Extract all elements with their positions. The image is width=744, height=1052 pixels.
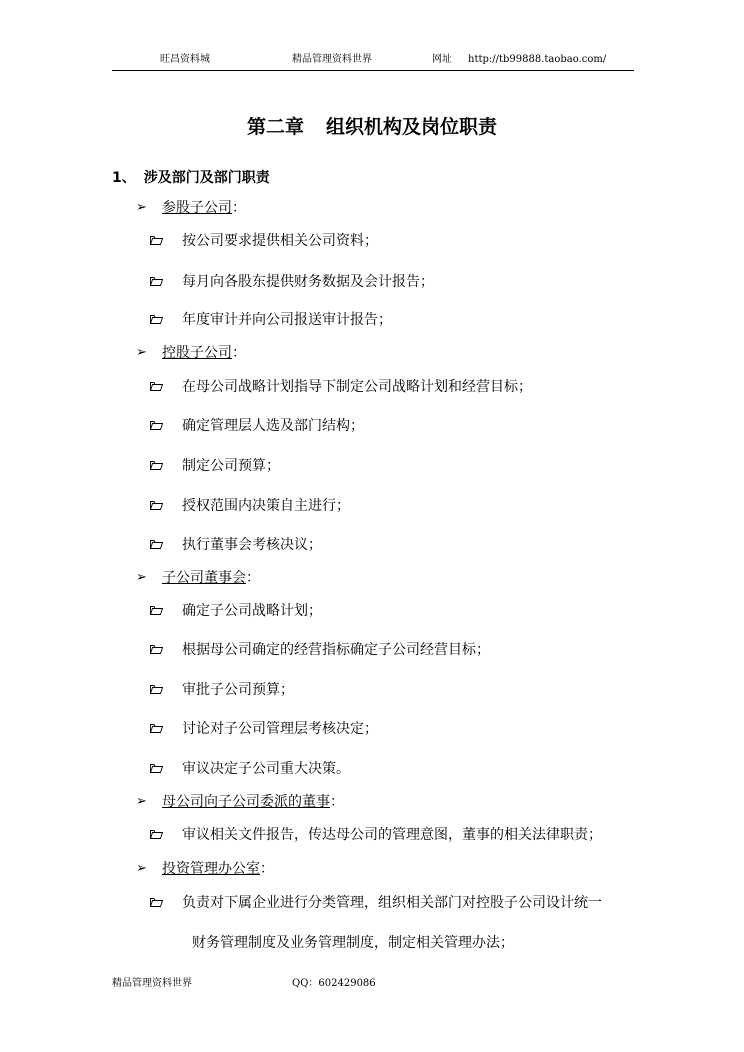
- list-item: 每月向各股东提供财务数据及会计报告；: [182, 274, 434, 290]
- list-item: 年度审计并向公司报送审计报告；: [182, 312, 392, 328]
- group-title: 参股子公司：: [162, 200, 246, 216]
- section-number: 1、: [112, 170, 136, 186]
- list-item-continuation: 财务管理制度及业务管理制度，制定相关管理办法；: [192, 935, 514, 951]
- arrow-bullet-icon: ➢: [136, 861, 147, 876]
- header-site-name: 精品管理资料世界: [292, 54, 372, 65]
- folder-bullet-icon: [150, 277, 163, 286]
- section-heading: [112, 167, 270, 189]
- folder-bullet-icon: [150, 645, 163, 654]
- list-item: 执行董事会考核决议；: [182, 537, 322, 553]
- folder-bullet-icon: [150, 898, 163, 907]
- list-item: 讨论对子公司管理层考核决定；: [182, 721, 378, 737]
- folder-bullet-icon: [150, 501, 163, 510]
- list-item: 制定公司预算；: [182, 458, 280, 474]
- arrow-bullet-icon: ➢: [136, 570, 147, 585]
- folder-bullet-icon: [150, 421, 163, 430]
- footer-qq: QQ：602429086: [292, 978, 376, 989]
- folder-bullet-icon: [150, 606, 163, 615]
- list-item: 授权范围内决策自主进行；: [182, 498, 350, 514]
- folder-bullet-icon: [150, 764, 163, 773]
- folder-bullet-icon: [150, 540, 163, 549]
- folder-bullet-icon: [150, 315, 163, 324]
- folder-bullet-icon: [150, 461, 163, 470]
- group-title: 母公司向子公司委派的董事：: [162, 794, 344, 810]
- list-item: 审议相关文件报告，传达母公司的管理意图，董事的相关法律职责；: [182, 827, 602, 843]
- list-item: 确定子公司战略计划；: [182, 603, 322, 619]
- section-title: 涉及部门及部门职责: [143, 170, 270, 186]
- chapter-title: [0, 114, 744, 140]
- chapter-heading: 组织机构及岗位职责: [326, 116, 498, 138]
- group-title: 投资管理办公室：: [162, 861, 274, 877]
- list-item: 按公司要求提供相关公司资料；: [182, 233, 378, 249]
- group-title: 控股子公司：: [162, 345, 246, 361]
- list-item: 审议决定子公司重大决策。: [182, 761, 350, 777]
- footer-site-name: 精品管理资料世界: [112, 978, 192, 989]
- header-shop-name: 旺昌资料城: [160, 54, 210, 65]
- folder-bullet-icon: [150, 382, 163, 391]
- chapter-number: 第二章: [246, 116, 304, 138]
- list-item: 审批子公司预算；: [182, 682, 294, 698]
- page-header: [112, 52, 634, 71]
- list-item: 确定管理层人选及部门结构；: [182, 418, 364, 434]
- list-item: 根据母公司确定的经营指标确定子公司经营目标；: [182, 642, 490, 658]
- header-url: http://tb99888.taobao.com/: [468, 54, 607, 65]
- arrow-bullet-icon: ➢: [136, 200, 147, 215]
- list-item: 负责对下属企业进行分类管理，组织相关部门对控股子公司设计统一: [182, 895, 602, 911]
- group-title: 子公司董事会：: [162, 570, 260, 586]
- list-item: 在母公司战略计划指导下制定公司战略计划和经营目标；: [182, 379, 532, 395]
- header-url-label: 网址: [432, 54, 452, 65]
- folder-bullet-icon: [150, 724, 163, 733]
- arrow-bullet-icon: ➢: [136, 345, 147, 360]
- arrow-bullet-icon: ➢: [136, 794, 147, 809]
- folder-bullet-icon: [150, 830, 163, 839]
- folder-bullet-icon: [150, 685, 163, 694]
- folder-bullet-icon: [150, 236, 163, 245]
